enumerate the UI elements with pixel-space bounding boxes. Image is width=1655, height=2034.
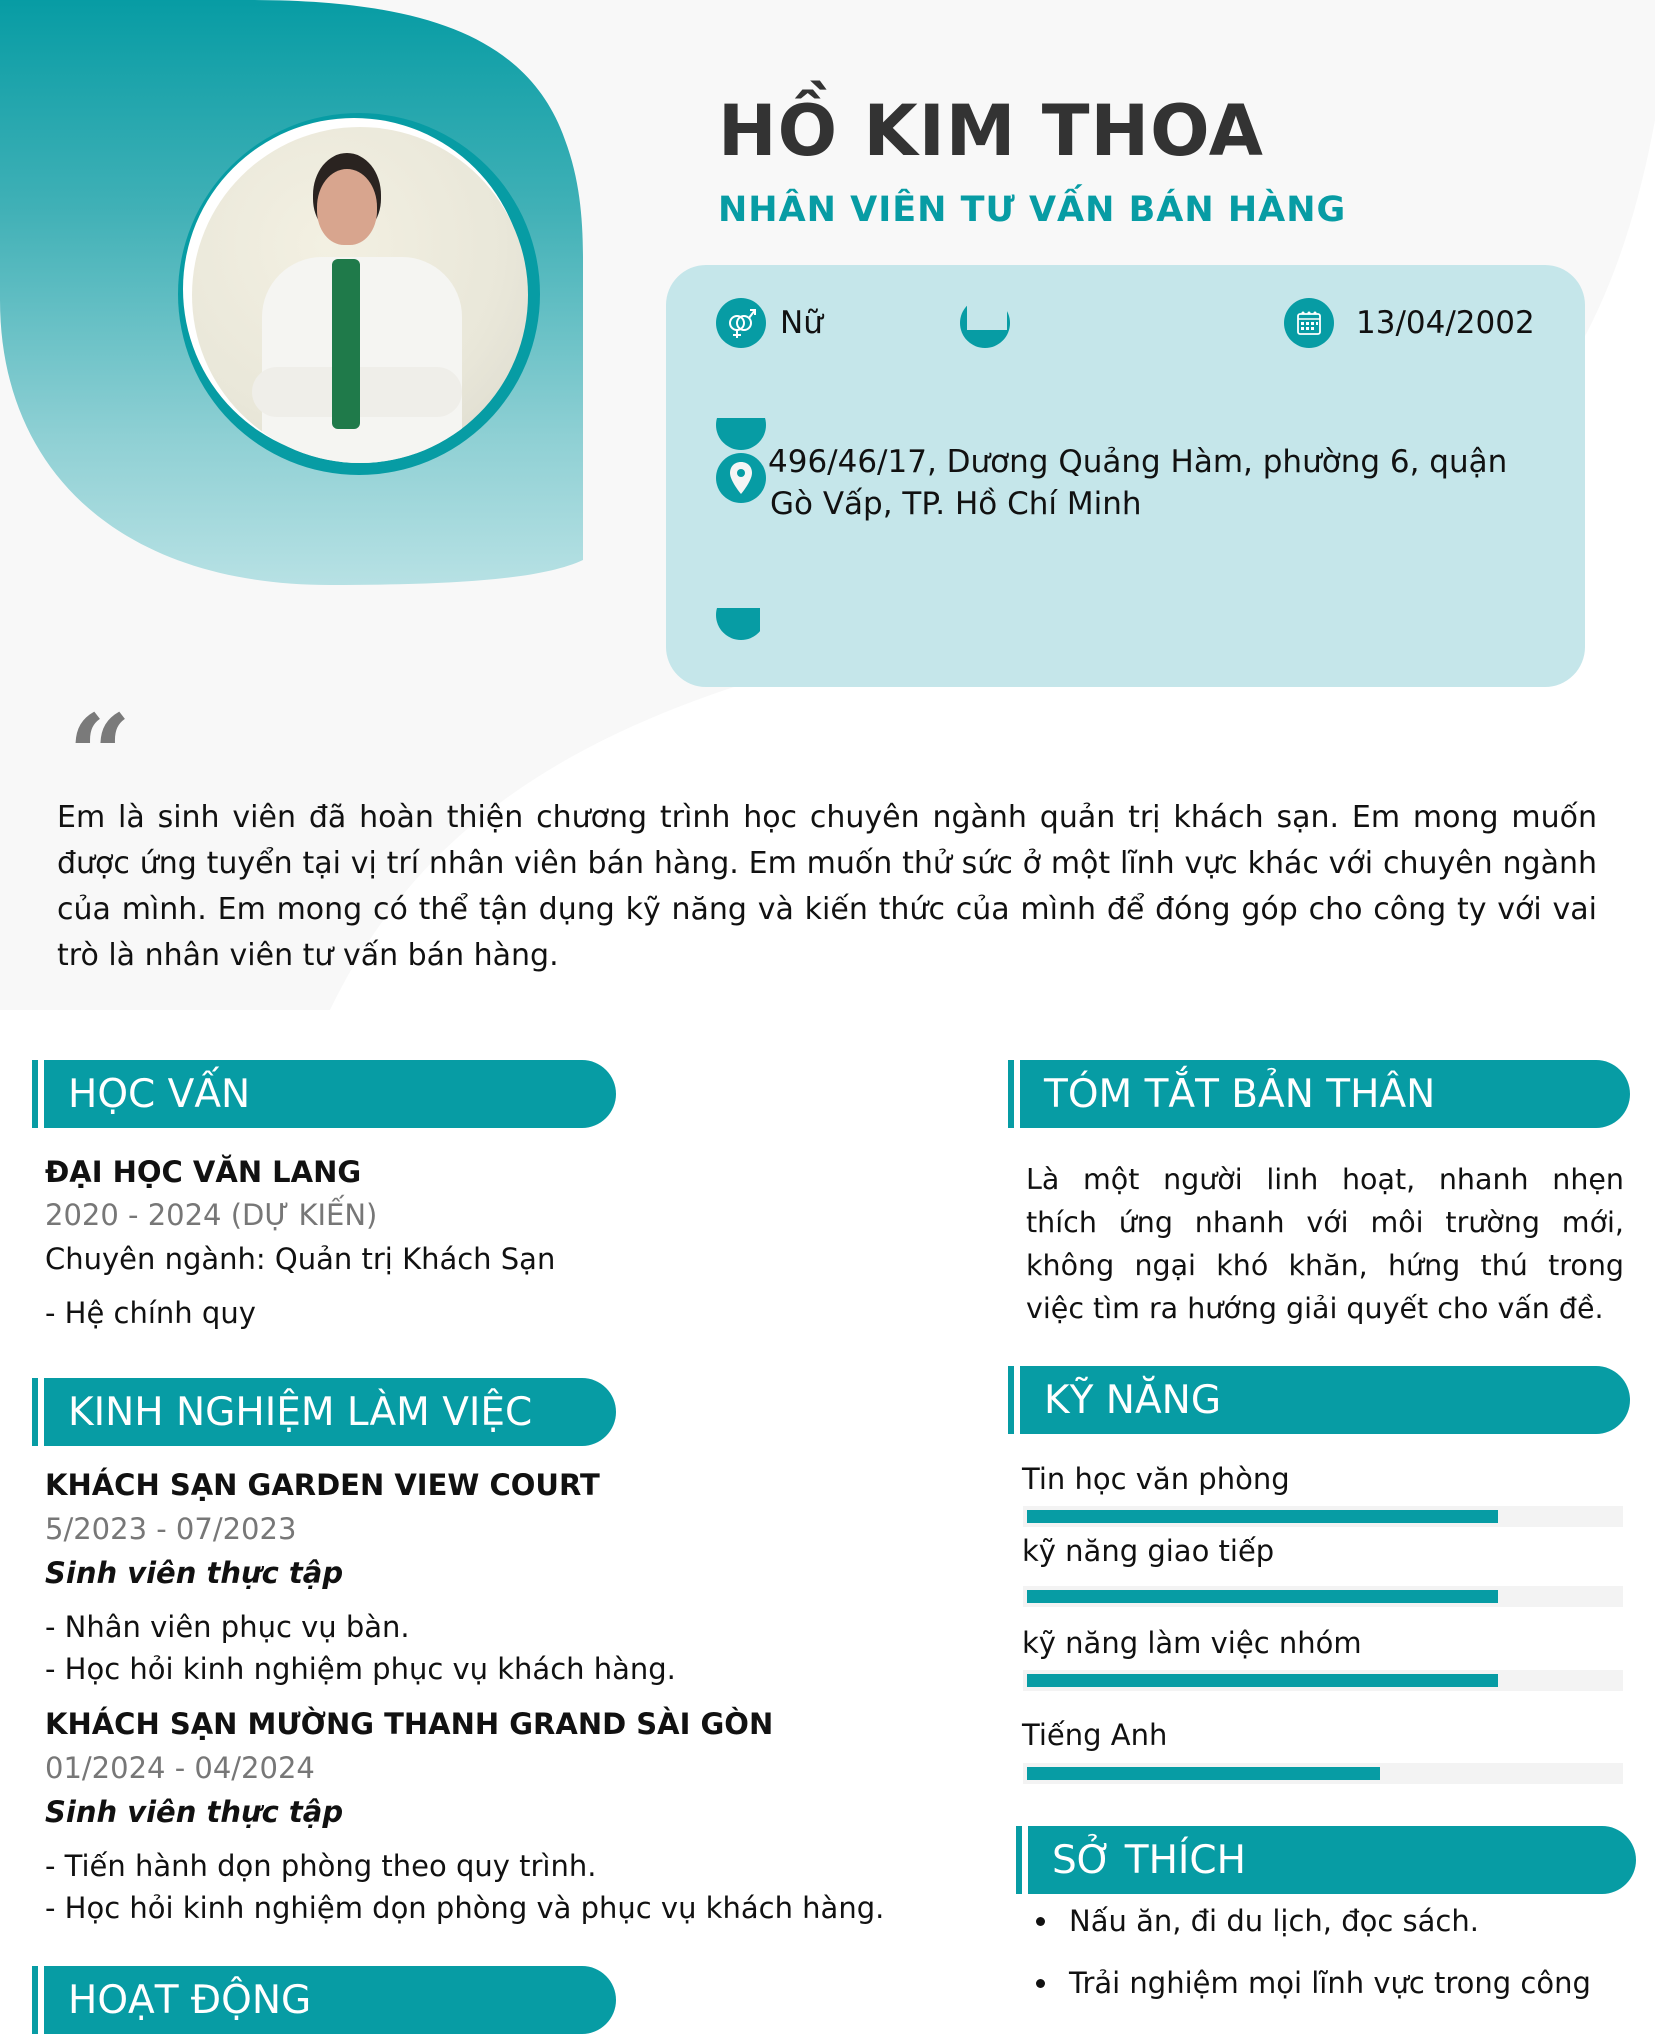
- education-major: Chuyên ngành: Quản trị Khách Sạn: [45, 1242, 556, 1276]
- bullet-icon: [1036, 1979, 1045, 1988]
- skill-label: kỹ năng giao tiếp: [1022, 1534, 1275, 1568]
- skill-label: Tiếng Anh: [1022, 1718, 1168, 1752]
- education-period: 2020 - 2024 (DỰ KIẾN): [45, 1198, 378, 1232]
- section-header-skills: [1008, 1366, 1630, 1434]
- hobby-item: [1036, 1904, 1479, 1938]
- section-title: KỸ NĂNG: [1020, 1366, 1630, 1434]
- quote-icon: “: [68, 690, 132, 819]
- redaction-mask: [760, 600, 810, 640]
- skill-bar-track: [1023, 1670, 1623, 1691]
- address-icon-wrap: [716, 453, 766, 503]
- section-title: TÓM TẮT BẢN THÂN: [1020, 1060, 1630, 1128]
- section-header-education: [32, 1060, 616, 1128]
- header-accent-bar: [1016, 1826, 1022, 1894]
- skill-label: Tin học văn phòng: [1022, 1462, 1290, 1496]
- skill-bar-fill: [1027, 1674, 1498, 1687]
- gender-icon: [716, 298, 766, 348]
- section-header-about: [1008, 1060, 1630, 1128]
- skill-bar-fill: [1027, 1510, 1498, 1523]
- section-title: SỞ THÍCH: [1028, 1826, 1636, 1894]
- header-accent-bar: [32, 1060, 38, 1128]
- career-objective: Em là sinh viên đã hoàn thiện chương trình học chuyên ngành quản trị khách sạn. Em mong muốn được ứng tuyển tại vị trí nhân viên bán hàng. Em muốn thử sức ở một lĩnh vực khác với chuyên ngành của mình. Em mong có thể tận dụng kỹ năng và kiến thức của mình để đóng góp cho công ty với vai trò là nhân viên tư vấn bán hàng.: [57, 800, 1597, 973]
- header-accent-bar: [1008, 1060, 1014, 1128]
- about-line: việc tìm ra hướng giải quyết cho vấn đề.: [1026, 1292, 1604, 1325]
- section-header-experience: [32, 1378, 616, 1446]
- skill-label: kỹ năng làm việc nhóm: [1022, 1626, 1362, 1660]
- section-title: KINH NGHIỆM LÀM VIỆC: [44, 1378, 616, 1446]
- about-line: thích ứng nhanh với môi trường mới,: [1026, 1206, 1624, 1239]
- hobby-text: Nấu ăn, đi du lịch, đọc sách.: [1069, 1904, 1479, 1938]
- candidate-name: HỒ KIM THOA: [718, 90, 1264, 172]
- calendar-icon: [1284, 298, 1334, 348]
- bullet-icon: [1036, 1917, 1045, 1926]
- skill-bar-track: [1023, 1763, 1623, 1784]
- header-accent-bar: [32, 1378, 38, 1446]
- skill-bar-fill: [1027, 1590, 1498, 1603]
- job-duty: - Nhân viên phục vụ bàn.: [45, 1610, 410, 1644]
- company-name: KHÁCH SẠN MƯỜNG THANH GRAND SÀI GÒN: [45, 1707, 774, 1741]
- hobby-text: Trải nghiệm mọi lĩnh vực trong công: [1069, 1966, 1591, 2000]
- section-header-activities: [32, 1966, 616, 2034]
- skill-bar-fill: [1027, 1767, 1380, 1780]
- job-role: Sinh viên thực tập: [45, 1795, 344, 1829]
- skill-bar-track: [1023, 1506, 1623, 1527]
- avatar-head: [317, 169, 377, 245]
- redaction-mask: [700, 380, 980, 418]
- header-accent-bar: [32, 1966, 38, 2034]
- birthday-value: 13/04/2002: [1356, 305, 1535, 341]
- job-duty: - Học hỏi kinh nghiệm phục vụ khách hàng.: [45, 1652, 676, 1686]
- school-name: ĐẠI HỌC VĂN LANG: [45, 1155, 362, 1189]
- avatar: [192, 127, 528, 463]
- avatar-tie: [332, 259, 360, 429]
- job-duty: - Tiến hành dọn phòng theo quy trình.: [45, 1849, 597, 1883]
- gender-value: Nữ: [780, 305, 823, 341]
- location-pin-icon: [716, 453, 766, 503]
- about-line: Là một người linh hoạt, nhanh nhẹn: [1026, 1163, 1624, 1196]
- education-note: - Hệ chính quy: [45, 1296, 256, 1330]
- hobby-item: [1036, 1966, 1591, 2000]
- job-period: 5/2023 - 07/2023: [45, 1512, 297, 1546]
- gender-item: [716, 298, 823, 348]
- address-line-1: 496/46/17, Dương Quảng Hàm, phường 6, quận: [768, 444, 1508, 480]
- job-period: 01/2024 - 04/2024: [45, 1751, 315, 1785]
- birthday-item: [1284, 298, 1535, 348]
- section-title: HOẠT ĐỘNG: [44, 1966, 616, 2034]
- avatar-body: [262, 257, 462, 463]
- about-line: không ngại khó khăn, hứng thú trong: [1026, 1249, 1624, 1282]
- job-duty: - Học hỏi kinh nghiệm dọn phòng và phục vụ khách hàng.: [45, 1891, 885, 1925]
- address-line-2: Gò Vấp, TP. Hồ Chí Minh: [770, 486, 1142, 522]
- job-role: Sinh viên thực tập: [45, 1556, 344, 1590]
- company-name: KHÁCH SẠN GARDEN VIEW COURT: [45, 1468, 600, 1502]
- header-accent-bar: [1008, 1366, 1014, 1434]
- job-title: NHÂN VIÊN TƯ VẤN BÁN HÀNG: [718, 190, 1347, 230]
- section-header-hobbies: [1016, 1826, 1636, 1894]
- section-title: HỌC VẤN: [44, 1060, 616, 1128]
- redaction-mask: [967, 296, 1007, 330]
- skill-bar-track: [1023, 1586, 1623, 1607]
